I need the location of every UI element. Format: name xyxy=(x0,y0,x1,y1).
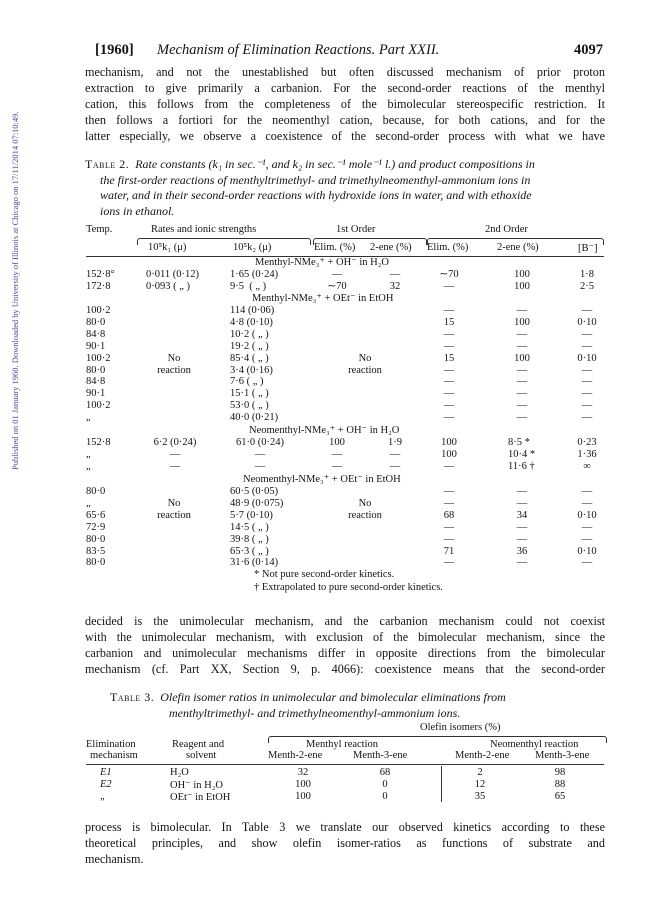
table-cell: — xyxy=(443,305,455,316)
table-cell: 1·36 xyxy=(577,448,597,460)
table-cell: 80·0 xyxy=(86,486,106,497)
table-cell: — xyxy=(581,521,593,533)
table2-sub-k2: 10⁵k₂ (μ) xyxy=(233,242,272,253)
table-cell: 1·65 (0·24) xyxy=(230,269,279,280)
sec3-temp-col xyxy=(86,437,111,473)
table-cell: 100 xyxy=(329,437,345,448)
sec1-b-col xyxy=(570,269,604,293)
table-cell: — xyxy=(443,557,455,569)
table2-caption-line: water, and in their second-order reactions with hydroxide ions in water, and with ethoxide xyxy=(100,188,532,202)
table2-caption-line: the first-order reactions of menthyltrimethyl- and trimethylneomenthyl-ammonium ions in xyxy=(100,172,531,187)
table-cell: 100·2 xyxy=(86,305,111,316)
table3-cell: E2 xyxy=(100,778,112,790)
paragraph-line: mechanism (cf. Part XX, Section 9, p. 4066): coexistence means that the second-order xyxy=(85,662,605,676)
table2-sub-k1: 10⁵k₁ (μ) xyxy=(148,242,187,253)
table-cell: — xyxy=(581,364,593,376)
table-cell: „ xyxy=(86,460,91,472)
sec1-k1-col xyxy=(146,269,199,293)
table2-sub-elim2: Elim. (%) xyxy=(427,242,469,253)
table-cell: — xyxy=(331,448,343,460)
table-cell: No xyxy=(167,498,181,509)
table-cell: 100 xyxy=(514,280,530,292)
sec2-elim2-col xyxy=(427,305,471,424)
table-cell: — xyxy=(443,364,455,376)
paragraph-line: then follows a fortiori for the neomenthyl cation, because, for both cations, and for the xyxy=(85,113,605,127)
sec1-ene1-col xyxy=(373,269,417,293)
sec2-mid-text xyxy=(335,353,395,377)
table3-cell: 12 xyxy=(474,778,486,790)
table-cell: 9·5 ( „ ) xyxy=(230,280,267,292)
table-cell: 1·8 xyxy=(580,269,594,280)
table-cell: 3·4 (0·16) xyxy=(230,364,273,376)
table3-cell: H₂O xyxy=(170,767,189,778)
table-cell: 2·5 xyxy=(580,280,594,292)
table-cell: 84·8 xyxy=(86,376,106,388)
table-cell: 53·0 ( „ ) xyxy=(230,400,269,412)
table-cell: — xyxy=(581,486,593,497)
paragraph-line: latter especially, we observe a coexistence of the second-order process with what we have xyxy=(85,129,605,143)
table-cell: — xyxy=(443,486,455,497)
running-header xyxy=(95,42,603,59)
table3-cell: 2 xyxy=(477,767,483,778)
sec2-ene2-col xyxy=(500,305,544,424)
intro-paragraph xyxy=(85,64,605,144)
table-cell: — xyxy=(516,497,528,509)
sec4-elim2-col xyxy=(427,486,471,569)
sec1-k2-col xyxy=(230,269,278,293)
footnote-star: * Not pure second-order kinetics. xyxy=(254,569,395,580)
table3-col-menthyl: Menthyl reaction xyxy=(306,739,379,750)
table2-sub-elim1: Elim. (%) xyxy=(314,242,356,253)
table-cell: 65·6 xyxy=(86,509,106,521)
section-title: Menthyl-NMe₃⁺ + OH⁻ in H₂O xyxy=(255,257,389,268)
table-cell: 100·2 xyxy=(86,400,111,412)
table3-sub-m3: Menth-3-ene xyxy=(353,750,408,761)
sec4-ene2-col xyxy=(500,486,544,569)
table-cell: — xyxy=(443,280,455,292)
sec1-ene2-col xyxy=(500,269,544,293)
table-cell: 172·8 xyxy=(86,280,111,292)
table-cell: 80·0 xyxy=(86,364,106,376)
final-paragraph xyxy=(85,819,605,867)
table3-cell: 68 xyxy=(379,767,391,778)
table-cell: 10·2 ( „ ) xyxy=(230,328,269,340)
table-cell: 100 xyxy=(514,316,530,328)
table-cell: No xyxy=(358,353,372,364)
table-cell: 14·5 ( „ ) xyxy=(230,521,269,533)
sec2-k1-text xyxy=(146,353,202,377)
paragraph-line: mechanism, and not the unestablished but often discussed mechanism of prior proton xyxy=(85,65,605,79)
table-cell: — xyxy=(516,328,528,340)
table-cell: — xyxy=(443,376,455,388)
table-cell: 68 xyxy=(443,509,455,521)
table3-vertical-rule xyxy=(441,766,442,802)
table-cell: — xyxy=(581,400,593,412)
table-cell: 0·10 xyxy=(577,509,597,521)
table-cell: ∼70 xyxy=(439,269,459,280)
table-cell: — xyxy=(516,486,528,497)
table-cell: 0·23 xyxy=(577,437,597,448)
table-cell: — xyxy=(389,448,401,460)
section-title: Menthyl-NMe₃⁺ + OEt⁻ in EtOH xyxy=(252,293,394,304)
table3-cell: 98 xyxy=(554,767,566,778)
sec4-k1-text xyxy=(146,498,202,522)
table-cell: — xyxy=(254,448,266,460)
table-cell: — xyxy=(331,460,343,472)
sidebar-publication-note: Published on 01 January 1960. Downloaded by University of Illinois at Chicago on 17/11/2014 07:10:49. xyxy=(10,111,20,470)
sec2-b-col xyxy=(570,305,604,424)
table-cell: reaction xyxy=(348,364,382,376)
table-cell: — xyxy=(443,497,455,509)
table-cell: 34 xyxy=(516,509,528,521)
table-cell: reaction xyxy=(157,364,191,376)
table-cell: 0·10 xyxy=(577,352,597,364)
middle-paragraph xyxy=(85,613,605,677)
table-cell: — xyxy=(516,557,528,569)
table3-cell: 100 xyxy=(295,778,311,790)
table-cell: — xyxy=(581,340,593,352)
table-cell: 19·2 ( „ ) xyxy=(230,340,269,352)
table-cell: 100·2 xyxy=(86,352,111,364)
table2-sub-ene2: 2-ene (%) xyxy=(497,242,539,253)
table-cell: — xyxy=(169,460,181,472)
sec3-ene1-col xyxy=(373,437,417,473)
table-cell: 61·0 (0·24) xyxy=(235,437,285,448)
sec4-mid-text xyxy=(335,498,395,522)
table-cell: — xyxy=(516,388,528,400)
table-cell: No xyxy=(358,498,372,509)
table-cell: reaction xyxy=(348,509,382,521)
table2-header-rates: Rates and ionic strengths xyxy=(151,224,257,235)
table-cell: „ xyxy=(86,497,91,509)
table-cell: — xyxy=(443,388,455,400)
table-cell: — xyxy=(581,533,593,545)
table-cell: 71 xyxy=(443,545,455,557)
table-cell: 80·0 xyxy=(86,533,106,545)
table2-header-temp: Temp. xyxy=(86,224,113,235)
table3-cell: E1 xyxy=(100,767,112,778)
table-cell: ∼70 xyxy=(327,280,347,292)
table3-sub-n3: Menth-3-ene xyxy=(535,750,590,761)
table3-col-mech: mechanism xyxy=(90,750,138,761)
table2-caption xyxy=(85,157,605,219)
table-cell: 90·1 xyxy=(86,340,106,352)
table3-sub-m2: Menth-2-ene xyxy=(268,750,323,761)
sec1-temp-col xyxy=(86,269,115,293)
table-cell: — xyxy=(443,521,455,533)
table-cell: — xyxy=(516,533,528,545)
table-cell: — xyxy=(516,364,528,376)
table-cell: — xyxy=(443,412,455,424)
footnote-dagger: † Extrapolated to pure second-order kinetics. xyxy=(254,582,443,593)
table3-sub-n2: Menth-2-ene xyxy=(455,750,510,761)
table-cell: 40·0 (0·21) xyxy=(230,412,279,424)
table-cell: 32 xyxy=(389,280,401,292)
sec3-ene2-col xyxy=(508,437,535,473)
sec3-k1-col xyxy=(146,437,204,473)
table-cell: 0·011 (0·12) xyxy=(146,269,199,280)
table-cell: 15 xyxy=(443,352,455,364)
table-cell: „ xyxy=(86,412,91,424)
table-cell: — xyxy=(516,305,528,316)
table3-col-neomenthyl: Neomenthyl reaction xyxy=(490,739,579,750)
table-cell: 48·9 (0·075) xyxy=(230,497,284,509)
table-cell: 100 xyxy=(441,437,457,448)
table-cell: 85·4 ( „ ) xyxy=(230,352,269,364)
table-cell: — xyxy=(516,340,528,352)
table3-caption-line: Table 3. Olefin isomer ratios in unimolecular and bimolecular eliminations from xyxy=(110,690,506,704)
table-cell: 100 xyxy=(514,269,530,280)
table-cell: — xyxy=(443,460,455,472)
table-cell: 152·8° xyxy=(86,269,115,280)
table3-header-rule xyxy=(86,764,604,765)
sec2-k2-col xyxy=(230,305,278,424)
table-cell: — xyxy=(331,269,343,280)
table-cell: 114 (0·06) xyxy=(230,305,275,316)
table-cell: 100 xyxy=(514,352,530,364)
table-cell: 8·5 * xyxy=(508,437,530,448)
table3-label: Table 3. xyxy=(110,690,155,704)
paragraph-line: process is bimolecular. In Table 3 we translate our observed kinetics according to these xyxy=(85,820,605,834)
table-cell: 100 xyxy=(441,448,457,460)
table-cell: 80·0 xyxy=(86,557,106,569)
sec1-elim2-col xyxy=(427,269,471,293)
table-cell: — xyxy=(443,328,455,340)
table3-cell: OEt⁻ in EtOH xyxy=(170,791,231,803)
table-cell: 7·6 ( „ ) xyxy=(230,376,264,388)
table-cell: — xyxy=(581,557,593,569)
sec3-k2-col xyxy=(228,437,292,473)
table-cell: 65·3 ( „ ) xyxy=(230,545,269,557)
table-cell: — xyxy=(389,269,401,280)
table-cell: 60·5 (0·05) xyxy=(230,486,279,497)
table3-cell: „ xyxy=(100,790,106,802)
table-cell: — xyxy=(581,388,593,400)
table3-caption xyxy=(110,690,610,721)
table3-cell: 35 xyxy=(474,790,486,802)
table3-cell: 32 xyxy=(297,767,309,778)
table-cell: — xyxy=(516,521,528,533)
table3-caption-line: menthyltrimethyl- and trimethylneomenthyl-ammonium ions. xyxy=(169,705,461,720)
paragraph-line: theoretical principles, and show olefin isomer-ratios as functions of substrate and xyxy=(85,836,605,850)
table-cell: — xyxy=(443,340,455,352)
table2-header-second-order: 2nd Order xyxy=(485,224,528,235)
sec3-elim1-col xyxy=(315,437,359,473)
table3-cell: OH⁻ in H₂O xyxy=(170,779,223,791)
table2-caption-line: Table 2. Rate constants (k₁ in sec.⁻¹, and k₂ in sec.⁻¹ mole⁻¹ l.) and product compositions in xyxy=(85,157,535,171)
table-cell: 4·8 (0·10) xyxy=(230,316,273,328)
table3-col-elim: Elimination xyxy=(86,739,136,750)
table3-cell: 0 xyxy=(382,778,388,790)
table-cell: 0·093 ( „ ) xyxy=(146,280,191,292)
table-cell: 15·1 ( „ ) xyxy=(230,388,269,400)
table-cell: ∞ xyxy=(583,460,591,472)
table2-sub-ene1: 2-ene (%) xyxy=(370,242,412,253)
sec3-elim2-col xyxy=(427,437,471,473)
table-cell: 36 xyxy=(516,545,528,557)
section-title: Neomenthyl-NMe₃⁺ + OEt⁻ in EtOH xyxy=(243,474,401,485)
table3-cell: 100 xyxy=(295,790,311,802)
table-cell: „ xyxy=(86,448,91,460)
table-cell: — xyxy=(443,400,455,412)
sec3-b-col xyxy=(570,437,604,473)
table3-col-solvent: solvent xyxy=(186,750,217,761)
table-cell: — xyxy=(516,400,528,412)
table-cell: — xyxy=(581,412,593,424)
table-cell: 72·9 xyxy=(86,521,106,533)
table-cell: — xyxy=(254,460,266,472)
table-cell: 152·8 xyxy=(86,437,111,448)
table-cell: 0·10 xyxy=(577,545,597,557)
table-cell: — xyxy=(581,328,593,340)
table2-label: Table 2. xyxy=(85,157,130,171)
table3-cell: 65 xyxy=(554,790,566,802)
paragraph-line: cation, this follows from the completeness of the bimolecular stereospecific restriction. It xyxy=(85,97,605,111)
table3-cell: 88 xyxy=(554,778,566,790)
table-cell: 5·7 (0·10) xyxy=(230,509,273,521)
section-title: Neomenthyl-NMe₃⁺ + OH⁻ in H₂O xyxy=(249,425,400,436)
paragraph-line: carbanion and unimolecular mechanisms differ in opposite directions from the bimolecular xyxy=(85,646,605,660)
table-cell: 83·5 xyxy=(86,545,106,557)
table-cell: 39·8 ( „ ) xyxy=(230,533,269,545)
table2-header-first-order: 1st Order xyxy=(336,224,376,235)
table-cell: — xyxy=(443,533,455,545)
table-cell: 6·2 (0·24) xyxy=(153,437,197,448)
table-cell: 31·6 (0·14) xyxy=(230,557,279,569)
sec4-k2-col xyxy=(230,486,283,569)
table3-top-header: Olefin isomers (%) xyxy=(420,722,501,733)
table-cell: — xyxy=(581,497,593,509)
table-cell: 84·8 xyxy=(86,328,106,340)
header-page-number: 4097 xyxy=(574,42,603,58)
sec2-temp-col xyxy=(86,305,111,424)
table-cell: 15 xyxy=(443,316,455,328)
table-cell: 0·10 xyxy=(577,316,597,328)
table-cell: No xyxy=(167,353,181,364)
table-cell: 90·1 xyxy=(86,388,106,400)
sec4-temp-col xyxy=(86,486,105,569)
table3-cell: 0 xyxy=(382,790,388,802)
paragraph-line: with the unimolecular mechanism, with exclusion of the bimolecular mechanism, since the xyxy=(85,630,605,644)
paragraph-line: mechanism. xyxy=(85,852,144,866)
header-title: Mechanism of Elimination Reactions. Part XXII. xyxy=(157,42,440,58)
table-cell: — xyxy=(389,460,401,472)
table-cell: 80·0 xyxy=(86,316,106,328)
paragraph-line: extraction to give primarily a carbanion. For the second-order reactions of the menthyl xyxy=(85,81,605,95)
table-cell: — xyxy=(516,376,528,388)
table-cell: — xyxy=(581,305,593,316)
sec4-b-col xyxy=(570,486,604,569)
table-cell: reaction xyxy=(157,509,191,521)
table-cell: — xyxy=(516,412,528,424)
paragraph-line: decided is the unimolecular mechanism, and the carbanion mechanism could not coexist xyxy=(85,614,605,628)
table-cell: — xyxy=(169,448,181,460)
table2-sub-b: [B⁻] xyxy=(578,243,598,254)
sec1-elim1-col xyxy=(315,269,359,293)
table2-caption-line: ions in ethanol. xyxy=(100,203,175,218)
header-year: [1960] xyxy=(95,42,134,58)
table3-col-reagent: Reagent and xyxy=(172,739,225,750)
table-cell: 1·9 xyxy=(388,437,402,448)
table-cell: 11·6 † xyxy=(508,460,535,472)
table-cell: 10·4 * xyxy=(508,448,536,460)
table-cell: — xyxy=(581,376,593,388)
